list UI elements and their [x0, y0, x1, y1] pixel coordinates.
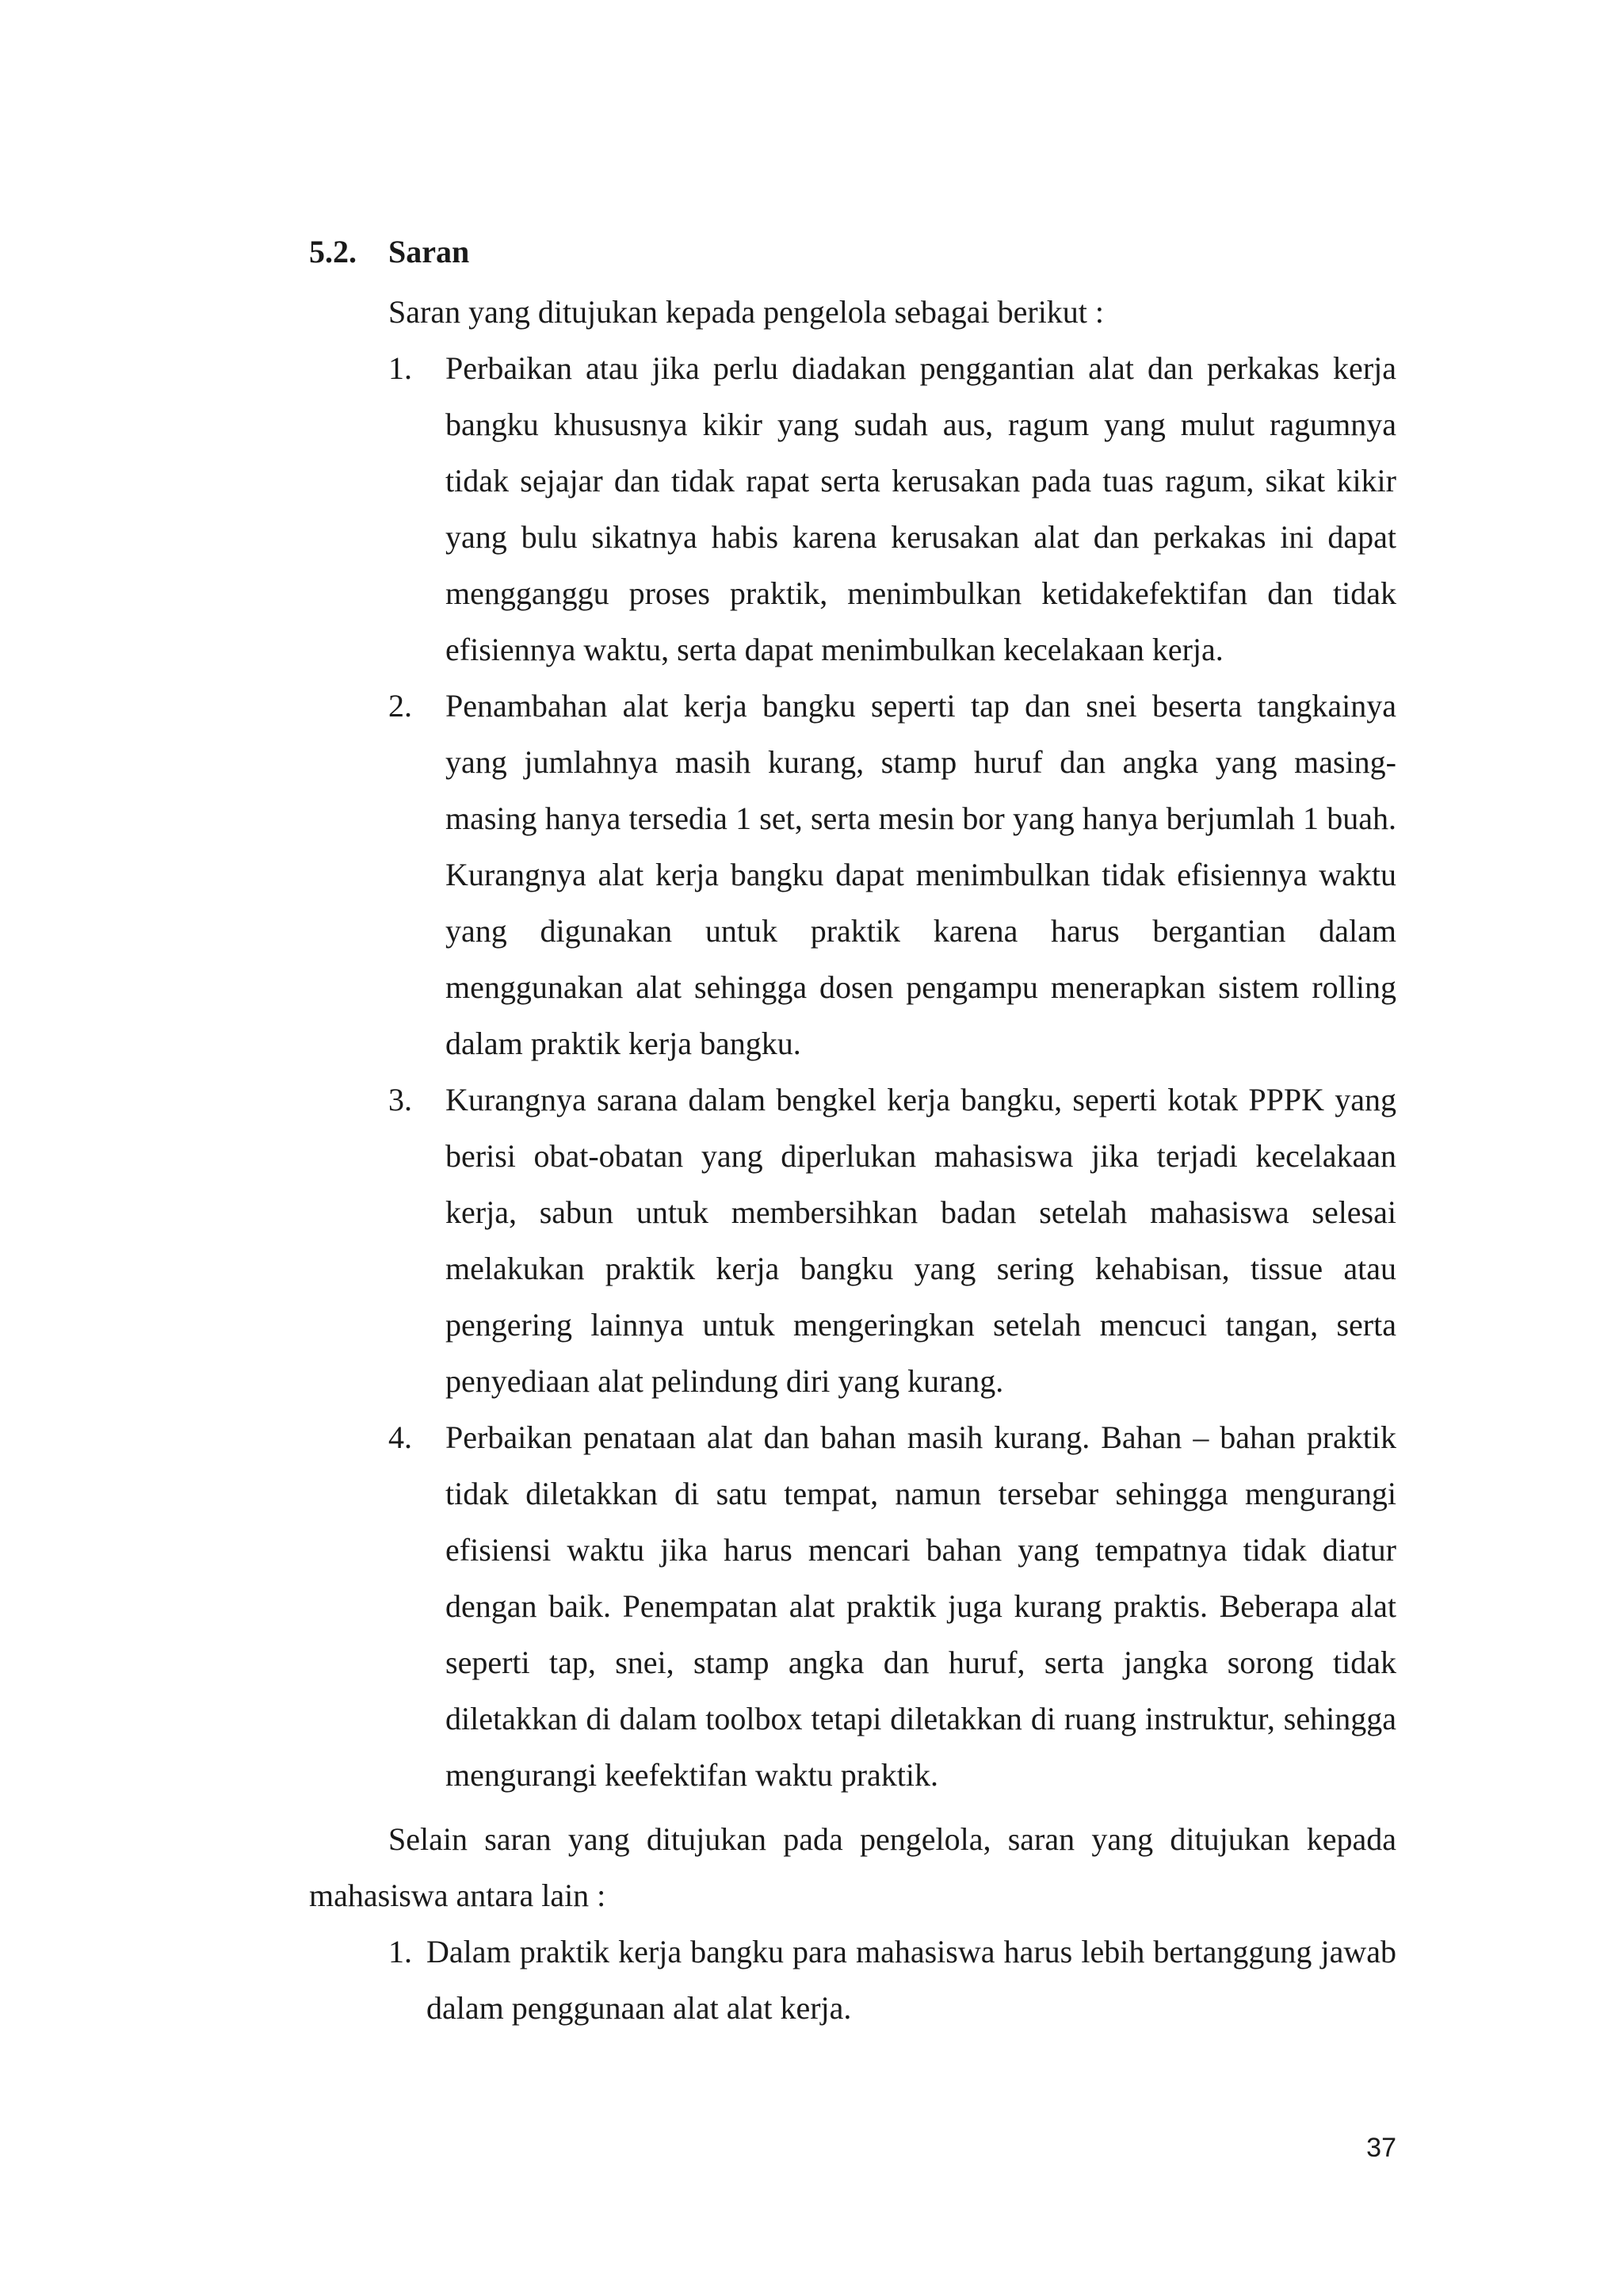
- closing-paragraph: Selain saran yang ditujukan pada pengelola, saran yang ditujukan kepada mahasiswa antara lain :: [309, 1821, 1396, 1913]
- list-marker: 4.: [388, 1419, 412, 1455]
- page-number: 37: [1366, 2133, 1396, 2163]
- section-number: 5.2.: [309, 234, 357, 269]
- list-marker: 3.: [388, 1082, 412, 1117]
- student-suggestion-list: [388, 1924, 1396, 2036]
- list-item-text: Perbaikan penataan alat dan bahan masih kurang. Bahan – bahan praktik tidak diletakkan di satu tempat, namun tersebar sehingga mengurangi efisiensi waktu jika harus mencari bahan yang tempatnya tidak diatur dengan baik. Penempatan alat praktik juga kurang praktis. Beberapa alat seperti tap, snei, stamp angka dan huruf, serta jangka sorong tidak diletakkan di dalam toolbox tetapi diletakkan di ruang instruktur, sehingga mengurangi keefektifan waktu praktik.: [445, 1419, 1396, 1793]
- list-item-text: Penambahan alat kerja bangku seperti tap dan snei beserta tangkainya yang jumlahnya masih kurang, stamp huruf dan angka yang masing-masing hanya tersedia 1 set, serta mesin bor yang hanya berjumlah 1 buah. Kurangnya alat kerja bangku dapat menimbulkan tidak efisiennya waktu yang digunakan untuk praktik karena harus bergantian dalam menggunakan alat sehingga dosen pengampu menerapkan sistem rolling dalam praktik kerja bangku.: [445, 688, 1396, 1061]
- list-marker: 1.: [388, 350, 412, 386]
- list-item: [388, 1072, 1396, 1409]
- list-item-text: Dalam praktik kerja bangku para mahasiswa harus lebih bertanggung jawab dalam penggunaan alat alat kerja.: [426, 1934, 1396, 2026]
- suggestion-list: [388, 340, 1396, 1803]
- list-item-text: Kurangnya sarana dalam bengkel kerja bangku, seperti kotak PPPK yang berisi obat-obatan yang diperlukan mahasiswa jika terjadi kecelakaan kerja, sabun untuk membersihkan badan setelah mahasiswa selesai melakukan praktik kerja bangku yang sering kehabisan, tissue atau pengering lainnya untuk mengeringkan setelah mencuci tangan, serta penyediaan alat pelindung diri yang kurang.: [445, 1082, 1396, 1399]
- list-marker: 1.: [388, 1934, 412, 1969]
- list-item: [388, 1924, 1396, 2036]
- intro-paragraph: Saran yang ditujukan kepada pengelola sebagai berikut :: [388, 294, 1105, 330]
- list-item: [388, 340, 1396, 678]
- list-item-text: Perbaikan atau jika perlu diadakan penggantian alat dan perkakas kerja bangku khususnya kikir yang sudah aus, ragum yang mulut ragumnya tidak sejajar dan tidak rapat serta kerusakan pada tuas ragum, sikat kikir yang bulu sikatnya habis karena kerusakan alat dan perkakas ini dapat mengganggu proses praktik, menimbulkan ketidakefektifan dan tidak efisiennya waktu, serta dapat menimbulkan kecelakaan kerja.: [445, 350, 1396, 667]
- list-item: [388, 1409, 1396, 1803]
- list-item: [388, 678, 1396, 1072]
- section-title: Saran: [388, 234, 470, 269]
- section-heading: [309, 230, 469, 274]
- list-marker: 2.: [388, 688, 412, 724]
